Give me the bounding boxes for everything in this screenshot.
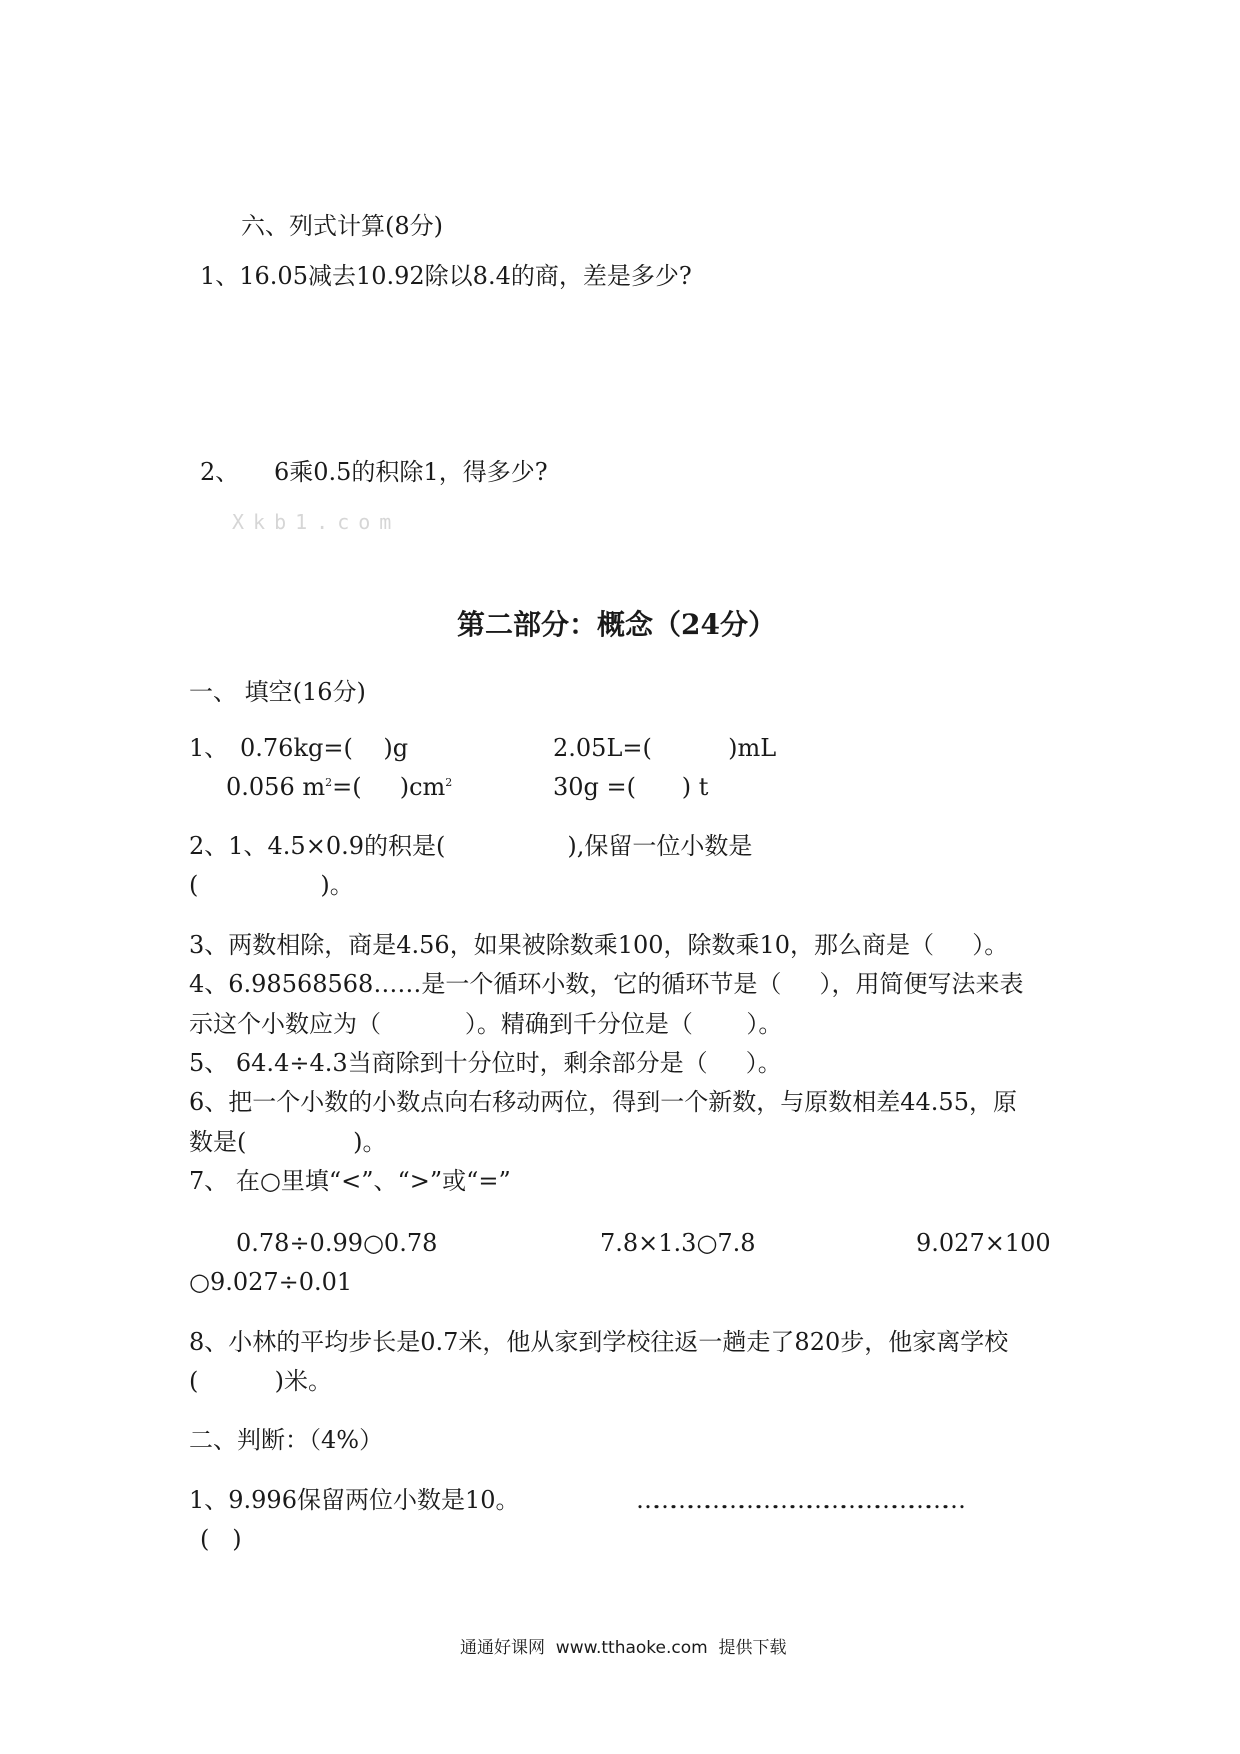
section6-question-2-number: 2、 bbox=[200, 458, 240, 486]
fill-q1-t: 30g =( ) t bbox=[553, 773, 709, 801]
fill-q4-line2: 示这个小数应为（ ）。精确到千分位是（ ）。 bbox=[189, 1010, 783, 1038]
fill-q7-compare-d: ○9.027÷0.01 bbox=[189, 1268, 353, 1296]
fill-q8-line1: 8、小林的平均步长是0.7米，他从家到学校往返一趟走了820步，他家离学校 bbox=[189, 1328, 1009, 1356]
fill-q2-line1: 2、1、4.5×0.9的积是( ),保留一位小数是 bbox=[189, 832, 753, 860]
judge-q1-answer-blank: ( ) bbox=[200, 1525, 242, 1553]
section6-question-1: 1、16.05减去10.92除以8.4的商，差是多少? bbox=[200, 262, 692, 290]
fill-q7-compare-a: 0.78÷0.99○0.78 bbox=[236, 1229, 438, 1257]
fill-heading: 一、 填空(16分) bbox=[189, 678, 366, 706]
part2-title: 第二部分：概念（24分） bbox=[457, 608, 776, 641]
fill-q6-line1: 6、把一个小数的小数点向右移动两位，得到一个新数，与原数相差44.55，原 bbox=[189, 1088, 1017, 1116]
fill-q3: 3、两数相除，商是4.56，如果被除数乘100，除数乘10，那么商是（ ）。 bbox=[189, 931, 1009, 959]
fill-q5: 5、 64.4÷4.3当商除到十分位时，剩余部分是（ ）。 bbox=[189, 1049, 782, 1077]
fill-q4-line1: 4、6.98568568……是一个循环小数，它的循环节是（ ），用简便写法来表 bbox=[189, 970, 1024, 998]
fill-q1-cm2: 0.056 $m^2=$( )$cm^2$ bbox=[226, 773, 453, 801]
judge-heading: 二、判断：（4%） bbox=[189, 1426, 384, 1454]
fill-q2-line2: ( )。 bbox=[189, 871, 354, 899]
fill-q7-compare-b: 7.8×1.3○7.8 bbox=[600, 1229, 756, 1257]
fill-q7: 7、 在○里填“<”、“>”或“=” bbox=[189, 1167, 511, 1195]
fill-q1-ml: 2.05L=( )mL bbox=[553, 734, 777, 762]
fill-q1-number: 1、 bbox=[189, 734, 229, 762]
section6-question-2: 6乘0.5的积除1，得多少? bbox=[274, 458, 548, 486]
fill-q7-compare-c: 9.027×100 bbox=[916, 1229, 1051, 1257]
section6-heading: 六、列式计算(8分) bbox=[241, 212, 443, 240]
judge-q1-leader-dots: ………………………………………………… bbox=[636, 1488, 959, 1512]
fill-q6-line2: 数是( )。 bbox=[189, 1128, 387, 1156]
footer: 通通好课网 www.tthaoke.com 提供下载 bbox=[460, 1638, 787, 1658]
watermark: Xkb1.com bbox=[232, 510, 401, 534]
judge-q1: 1、9.996保留两位小数是10。 bbox=[189, 1486, 520, 1514]
fill-q8-line2: ( )米。 bbox=[189, 1367, 333, 1395]
fill-q1-kg: 0.76kg=( )g bbox=[240, 734, 409, 762]
